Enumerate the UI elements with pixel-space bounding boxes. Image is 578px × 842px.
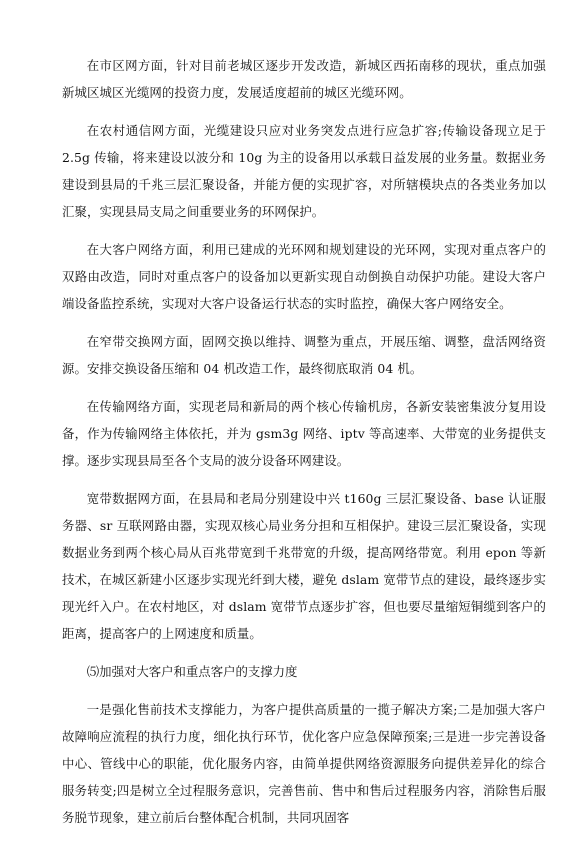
paragraph-rural-network: 在农村通信网方面，光缆建设只应对业务突发点进行应急扩容;传输设备现立足于 2.5g 传输，将来建设以波分和 10g 为主的设备用以承载日益发展的业务量。数据业务建设到县局的千兆三层汇聚设备，并能方便的实现扩容，对所辖模块点的各类业务加以汇聚，实现县局支局之间重要业务的环网保护。 (62, 123, 546, 219)
paragraph-city-network: 在市区网方面，针对目前老城区逐步开发改造，新城区西拓南移的现状，重点加强新城区城区光缆网的投资力度，发展适度超前的城区光缆环网。 (62, 58, 546, 100)
paragraph-broadband-data-network: 宽带数据网方面，在县局和老局分别建设中兴 t160g 三层汇聚设备、base 认证服务器、sr 互联网路由器，实现双核心局业务分担和互相保护。建设三层汇聚设备，实现数据业务到两个核心局从百兆带宽到千兆带宽的升级，提高网络带宽。利用 epon 等新技术，在城区新建小区逐步实现光纤到大楼，避免 dslam 宽带节点的建设，最终逐步实现光纤入户。在农村地区，对 dslam 宽带节点逐步扩容，但也要尽量缩短铜缆到客户的距离，提高客户的上网速度和质量。 (62, 491, 546, 641)
paragraph-customer-support: 一是强化售前技术支撑能力，为客户提供高质量的一揽子解决方案;二是加强大客户故障响应流程的执行力度，细化执行环节，优化客户应急保障预案;三是进一步完善设备中心、管线中心的职能，优化服务内容，由简单提供网络资源服务向提供差异化的综合服务转变;四是树立全过程服务意识，完善售前、售中和售后过程服务内容，消除售后服务脱节现象，建立前后台整体配合机制，共同巩固客 (62, 702, 546, 825)
paragraph-key-customer-network: 在大客户网络方面，利用已建成的光环网和规划建设的光环网，实现对重点客户的双路由改造，同时对重点客户的设备加以更新实现自动倒换自动保护功能。建设大客户端设备监控系统，实现对大客户设备运行状态的实时监控，确保大客户网络安全。 (62, 242, 546, 311)
document-page (62, 52, 546, 842)
section-heading: ⑸加强对大客户和重点客户的支撑力度 (86, 664, 298, 679)
paragraph-narrowband-switching: 在窄带交换网方面，固网交换以维持、调整为重点，开展压缩、调整，盘活网络资源。安排交换设备压缩和 04 机改造工作，最终彻底取消 04 机。 (62, 334, 546, 376)
paragraph-transmission-network: 在传输网络方面，实现老局和新局的两个核心传输机房，各新安装密集波分复用设备，作为传输网络主体依托，并为 gsm3g 网络、iptv 等高速率、大带宽的业务提供支撑。逐步实现县局至各个支局的波分设备环网建设。 (62, 399, 546, 468)
